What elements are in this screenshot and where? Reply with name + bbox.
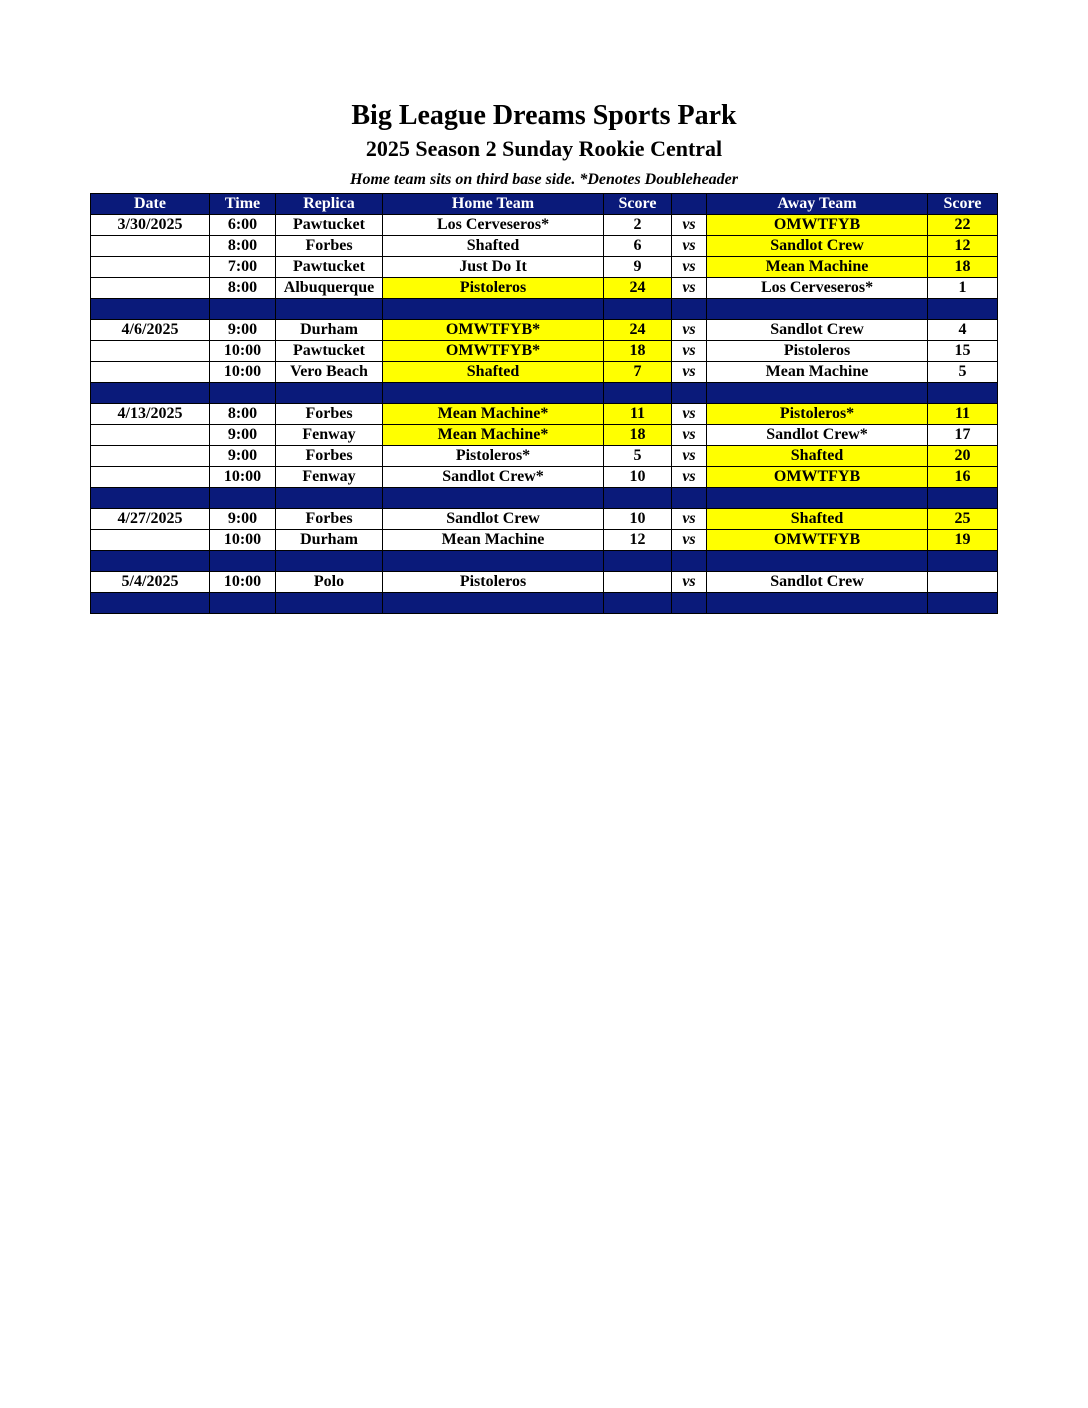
cell-date: [91, 362, 210, 383]
cell-home-score: [604, 572, 672, 593]
separator-cell: [672, 383, 707, 404]
cell-away-team: Pistoleros*: [707, 404, 928, 425]
header-home-score: Score: [604, 194, 672, 215]
cell-home-team: Mean Machine*: [383, 404, 604, 425]
header-time: Time: [210, 194, 276, 215]
separator-cell: [91, 551, 210, 572]
cell-home-score: 18: [604, 341, 672, 362]
cell-home-score: 10: [604, 509, 672, 530]
cell-away-team: Mean Machine: [707, 362, 928, 383]
cell-vs: vs: [672, 362, 707, 383]
cell-date: [91, 446, 210, 467]
cell-home-team: Sandlot Crew: [383, 509, 604, 530]
cell-replica: Durham: [276, 320, 383, 341]
cell-away-team: OMWTFYB: [707, 467, 928, 488]
separator-cell: [672, 299, 707, 320]
cell-home-team: Mean Machine: [383, 530, 604, 551]
cell-away-score: 16: [928, 467, 998, 488]
cell-time: 7:00: [210, 257, 276, 278]
cell-replica: Albuquerque: [276, 278, 383, 299]
table-row: [91, 341, 998, 362]
cell-away-team: Shafted: [707, 446, 928, 467]
separator-cell: [604, 488, 672, 509]
cell-date: [91, 467, 210, 488]
separator-cell: [707, 299, 928, 320]
cell-time: 8:00: [210, 236, 276, 257]
cell-away-team: Sandlot Crew*: [707, 425, 928, 446]
cell-date: [91, 257, 210, 278]
cell-time: 9:00: [210, 446, 276, 467]
cell-away-team: OMWTFYB: [707, 530, 928, 551]
separator-cell: [91, 593, 210, 614]
cell-time: 9:00: [210, 425, 276, 446]
cell-replica: Fenway: [276, 425, 383, 446]
cell-time: 10:00: [210, 572, 276, 593]
cell-home-team: Los Cerveseros*: [383, 215, 604, 236]
cell-replica: Polo: [276, 572, 383, 593]
cell-away-score: 25: [928, 509, 998, 530]
header-date: Date: [91, 194, 210, 215]
cell-home-score: 5: [604, 446, 672, 467]
separator-row: [91, 299, 998, 320]
separator-row: [91, 593, 998, 614]
cell-home-team: Pistoleros: [383, 278, 604, 299]
cell-home-score: 9: [604, 257, 672, 278]
cell-home-score: 6: [604, 236, 672, 257]
cell-away-score: 11: [928, 404, 998, 425]
cell-home-team: OMWTFYB*: [383, 320, 604, 341]
cell-date: 4/13/2025: [91, 404, 210, 425]
cell-date: 3/30/2025: [91, 215, 210, 236]
cell-away-score: 18: [928, 257, 998, 278]
cell-away-team: Shafted: [707, 509, 928, 530]
cell-date: [91, 236, 210, 257]
separator-cell: [672, 593, 707, 614]
cell-vs: vs: [672, 530, 707, 551]
cell-replica: Pawtucket: [276, 341, 383, 362]
table-row: [91, 425, 998, 446]
separator-cell: [91, 299, 210, 320]
separator-cell: [383, 593, 604, 614]
cell-away-score: 22: [928, 215, 998, 236]
cell-vs: vs: [672, 278, 707, 299]
cell-time: 8:00: [210, 404, 276, 425]
header-away-team: Away Team: [707, 194, 928, 215]
separator-cell: [604, 551, 672, 572]
cell-away-score: [928, 572, 998, 593]
separator-cell: [210, 593, 276, 614]
cell-time: 10:00: [210, 530, 276, 551]
cell-replica: Durham: [276, 530, 383, 551]
cell-away-team: Sandlot Crew: [707, 320, 928, 341]
cell-date: [91, 278, 210, 299]
cell-vs: vs: [672, 509, 707, 530]
separator-cell: [91, 488, 210, 509]
cell-home-score: 2: [604, 215, 672, 236]
table-row: [91, 257, 998, 278]
cell-home-team: Shafted: [383, 236, 604, 257]
separator-cell: [707, 383, 928, 404]
separator-cell: [276, 488, 383, 509]
cell-time: 10:00: [210, 362, 276, 383]
cell-home-score: 18: [604, 425, 672, 446]
table-row: [91, 446, 998, 467]
table-row: [91, 467, 998, 488]
separator-cell: [672, 551, 707, 572]
separator-cell: [604, 383, 672, 404]
cell-vs: vs: [672, 236, 707, 257]
schedule-note: Home team sits on third base side. *Denotes Doubleheader: [350, 171, 738, 188]
table-row: [91, 278, 998, 299]
cell-replica: Forbes: [276, 446, 383, 467]
cell-away-score: 12: [928, 236, 998, 257]
schedule-table: [90, 193, 998, 614]
cell-time: 9:00: [210, 509, 276, 530]
cell-away-team: OMWTFYB: [707, 215, 928, 236]
separator-cell: [928, 551, 998, 572]
header-replica: Replica: [276, 194, 383, 215]
separator-row: [91, 551, 998, 572]
cell-time: 10:00: [210, 341, 276, 362]
cell-home-score: 10: [604, 467, 672, 488]
cell-vs: vs: [672, 341, 707, 362]
cell-home-score: 7: [604, 362, 672, 383]
table-row: [91, 509, 998, 530]
cell-vs: vs: [672, 404, 707, 425]
cell-away-score: 4: [928, 320, 998, 341]
cell-replica: Forbes: [276, 404, 383, 425]
cell-home-score: 11: [604, 404, 672, 425]
table-row: [91, 320, 998, 341]
cell-away-team: Pistoleros: [707, 341, 928, 362]
cell-home-team: Pistoleros: [383, 572, 604, 593]
separator-cell: [928, 593, 998, 614]
table-row: [91, 404, 998, 425]
separator-cell: [276, 299, 383, 320]
separator-cell: [604, 593, 672, 614]
schedule-body: [91, 215, 998, 614]
header-vs: [672, 194, 707, 215]
table-row: [91, 215, 998, 236]
cell-away-team: Sandlot Crew: [707, 572, 928, 593]
cell-away-score: 5: [928, 362, 998, 383]
cell-away-score: 1: [928, 278, 998, 299]
cell-time: 9:00: [210, 320, 276, 341]
separator-cell: [707, 551, 928, 572]
cell-replica: Forbes: [276, 236, 383, 257]
cell-date: [91, 530, 210, 551]
table-row: [91, 236, 998, 257]
separator-cell: [383, 299, 604, 320]
cell-home-score: 24: [604, 320, 672, 341]
separator-cell: [383, 488, 604, 509]
cell-away-score: 19: [928, 530, 998, 551]
cell-home-team: Shafted: [383, 362, 604, 383]
cell-time: 8:00: [210, 278, 276, 299]
cell-away-team: Los Cerveseros*: [707, 278, 928, 299]
table-row: [91, 572, 998, 593]
header-home-team: Home Team: [383, 194, 604, 215]
cell-home-score: 12: [604, 530, 672, 551]
cell-away-score: 17: [928, 425, 998, 446]
separator-cell: [210, 383, 276, 404]
cell-home-team: OMWTFYB*: [383, 341, 604, 362]
separator-cell: [928, 488, 998, 509]
separator-cell: [276, 383, 383, 404]
separator-cell: [928, 383, 998, 404]
separator-cell: [383, 383, 604, 404]
cell-replica: Fenway: [276, 467, 383, 488]
separator-cell: [210, 488, 276, 509]
page-subtitle: 2025 Season 2 Sunday Rookie Central: [365, 136, 723, 161]
cell-home-score: 24: [604, 278, 672, 299]
cell-vs: vs: [672, 446, 707, 467]
cell-home-team: Sandlot Crew*: [383, 467, 604, 488]
separator-cell: [383, 551, 604, 572]
separator-cell: [707, 488, 928, 509]
cell-away-team: Sandlot Crew: [707, 236, 928, 257]
cell-vs: vs: [672, 572, 707, 593]
cell-vs: vs: [672, 467, 707, 488]
cell-home-team: Just Do It: [383, 257, 604, 278]
cell-away-score: 20: [928, 446, 998, 467]
page-title: Big League Dreams Sports Park: [351, 100, 737, 131]
separator-cell: [604, 299, 672, 320]
cell-date: 5/4/2025: [91, 572, 210, 593]
cell-vs: vs: [672, 215, 707, 236]
separator-row: [91, 488, 998, 509]
cell-date: [91, 425, 210, 446]
cell-vs: vs: [672, 320, 707, 341]
cell-replica: Forbes: [276, 509, 383, 530]
separator-cell: [276, 593, 383, 614]
cell-home-team: Mean Machine*: [383, 425, 604, 446]
cell-vs: vs: [672, 425, 707, 446]
separator-cell: [707, 593, 928, 614]
cell-away-team: Mean Machine: [707, 257, 928, 278]
separator-cell: [276, 551, 383, 572]
cell-time: 6:00: [210, 215, 276, 236]
separator-cell: [210, 551, 276, 572]
cell-home-team: Pistoleros*: [383, 446, 604, 467]
cell-replica: Pawtucket: [276, 257, 383, 278]
cell-replica: Vero Beach: [276, 362, 383, 383]
cell-vs: vs: [672, 257, 707, 278]
table-row: [91, 530, 998, 551]
separator-cell: [672, 488, 707, 509]
cell-away-score: 15: [928, 341, 998, 362]
header-away-score: Score: [928, 194, 998, 215]
separator-row: [91, 383, 998, 404]
table-header-row: [91, 194, 998, 215]
separator-cell: [210, 299, 276, 320]
cell-date: 4/27/2025: [91, 509, 210, 530]
cell-date: [91, 341, 210, 362]
cell-replica: Pawtucket: [276, 215, 383, 236]
separator-cell: [91, 383, 210, 404]
separator-cell: [928, 299, 998, 320]
cell-time: 10:00: [210, 467, 276, 488]
cell-date: 4/6/2025: [91, 320, 210, 341]
table-row: [91, 362, 998, 383]
